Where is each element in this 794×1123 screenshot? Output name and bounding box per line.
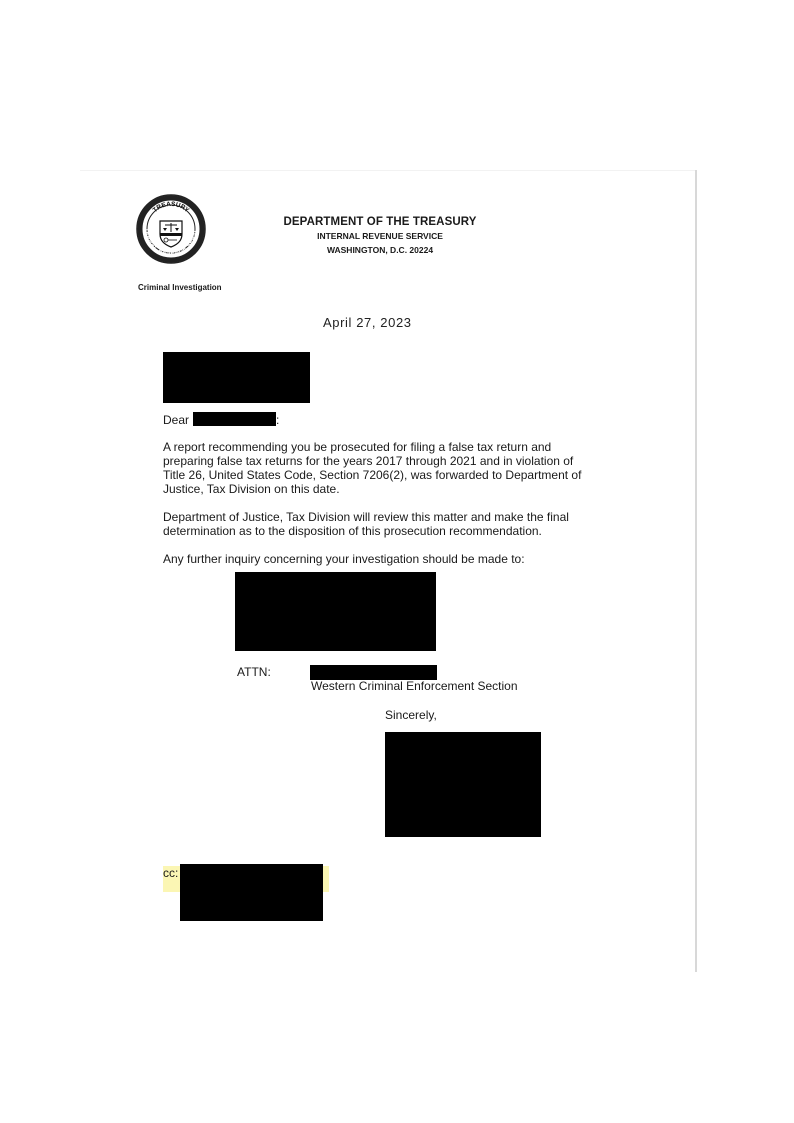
agency-subtitle: INTERNAL REVENUE SERVICE <box>317 231 443 241</box>
attention-name-redaction <box>310 665 437 680</box>
paragraph-1-line-1: A report recommending you be prosecuted for filing a false tax return and <box>163 440 552 454</box>
paragraph-3: Any further inquiry concerning your investigation should be made to: <box>163 552 525 566</box>
salutation-colon: : <box>276 413 280 427</box>
department-title: DEPARTMENT OF THE TREASURY <box>283 216 477 228</box>
paragraph-2-line-2: determination as to the disposition of this prosecution recommendation. <box>163 524 542 538</box>
attention-label: ATTN: <box>237 665 271 679</box>
salutation-prefix: Dear <box>163 413 190 427</box>
paragraph-2-line-1: Department of Justice, Tax Division will review this matter and make the final <box>163 510 569 524</box>
cc-recipients-redaction <box>180 864 323 921</box>
closing: Sincerely, <box>385 708 437 722</box>
page-right-edge <box>695 170 697 972</box>
agency-address: WASHINGTON, D.C. 20224 <box>326 245 434 255</box>
svg-text:INTERNAL REVENUE SERVICE: TERNAL REVENUE SERVI <box>142 227 199 258</box>
recipient-name-redaction <box>193 412 276 426</box>
page-top-edge <box>80 170 695 171</box>
contact-address-redaction <box>235 572 436 651</box>
letter-date: April 27, 2023 <box>323 315 412 330</box>
cc-label: cc: <box>163 866 179 880</box>
attention-section: Western Criminal Enforcement Section <box>311 679 518 693</box>
svg-text:TREASURY: TREASURY <box>151 200 191 215</box>
recipient-address-redaction <box>163 352 310 403</box>
treasury-seal-icon <box>136 194 206 264</box>
signature-redaction <box>385 732 541 837</box>
paragraph-1-line-3: Title 26, United States Code, Section 7206(2), was forwarded to Department of <box>163 468 582 482</box>
paragraph-1-line-4: Justice, Tax Division on this date. <box>163 482 340 496</box>
paragraph-1-line-2: preparing false tax returns for the years 2017 through 2021 and in violation of <box>163 454 574 468</box>
division-label: Criminal Investigation <box>138 283 222 292</box>
